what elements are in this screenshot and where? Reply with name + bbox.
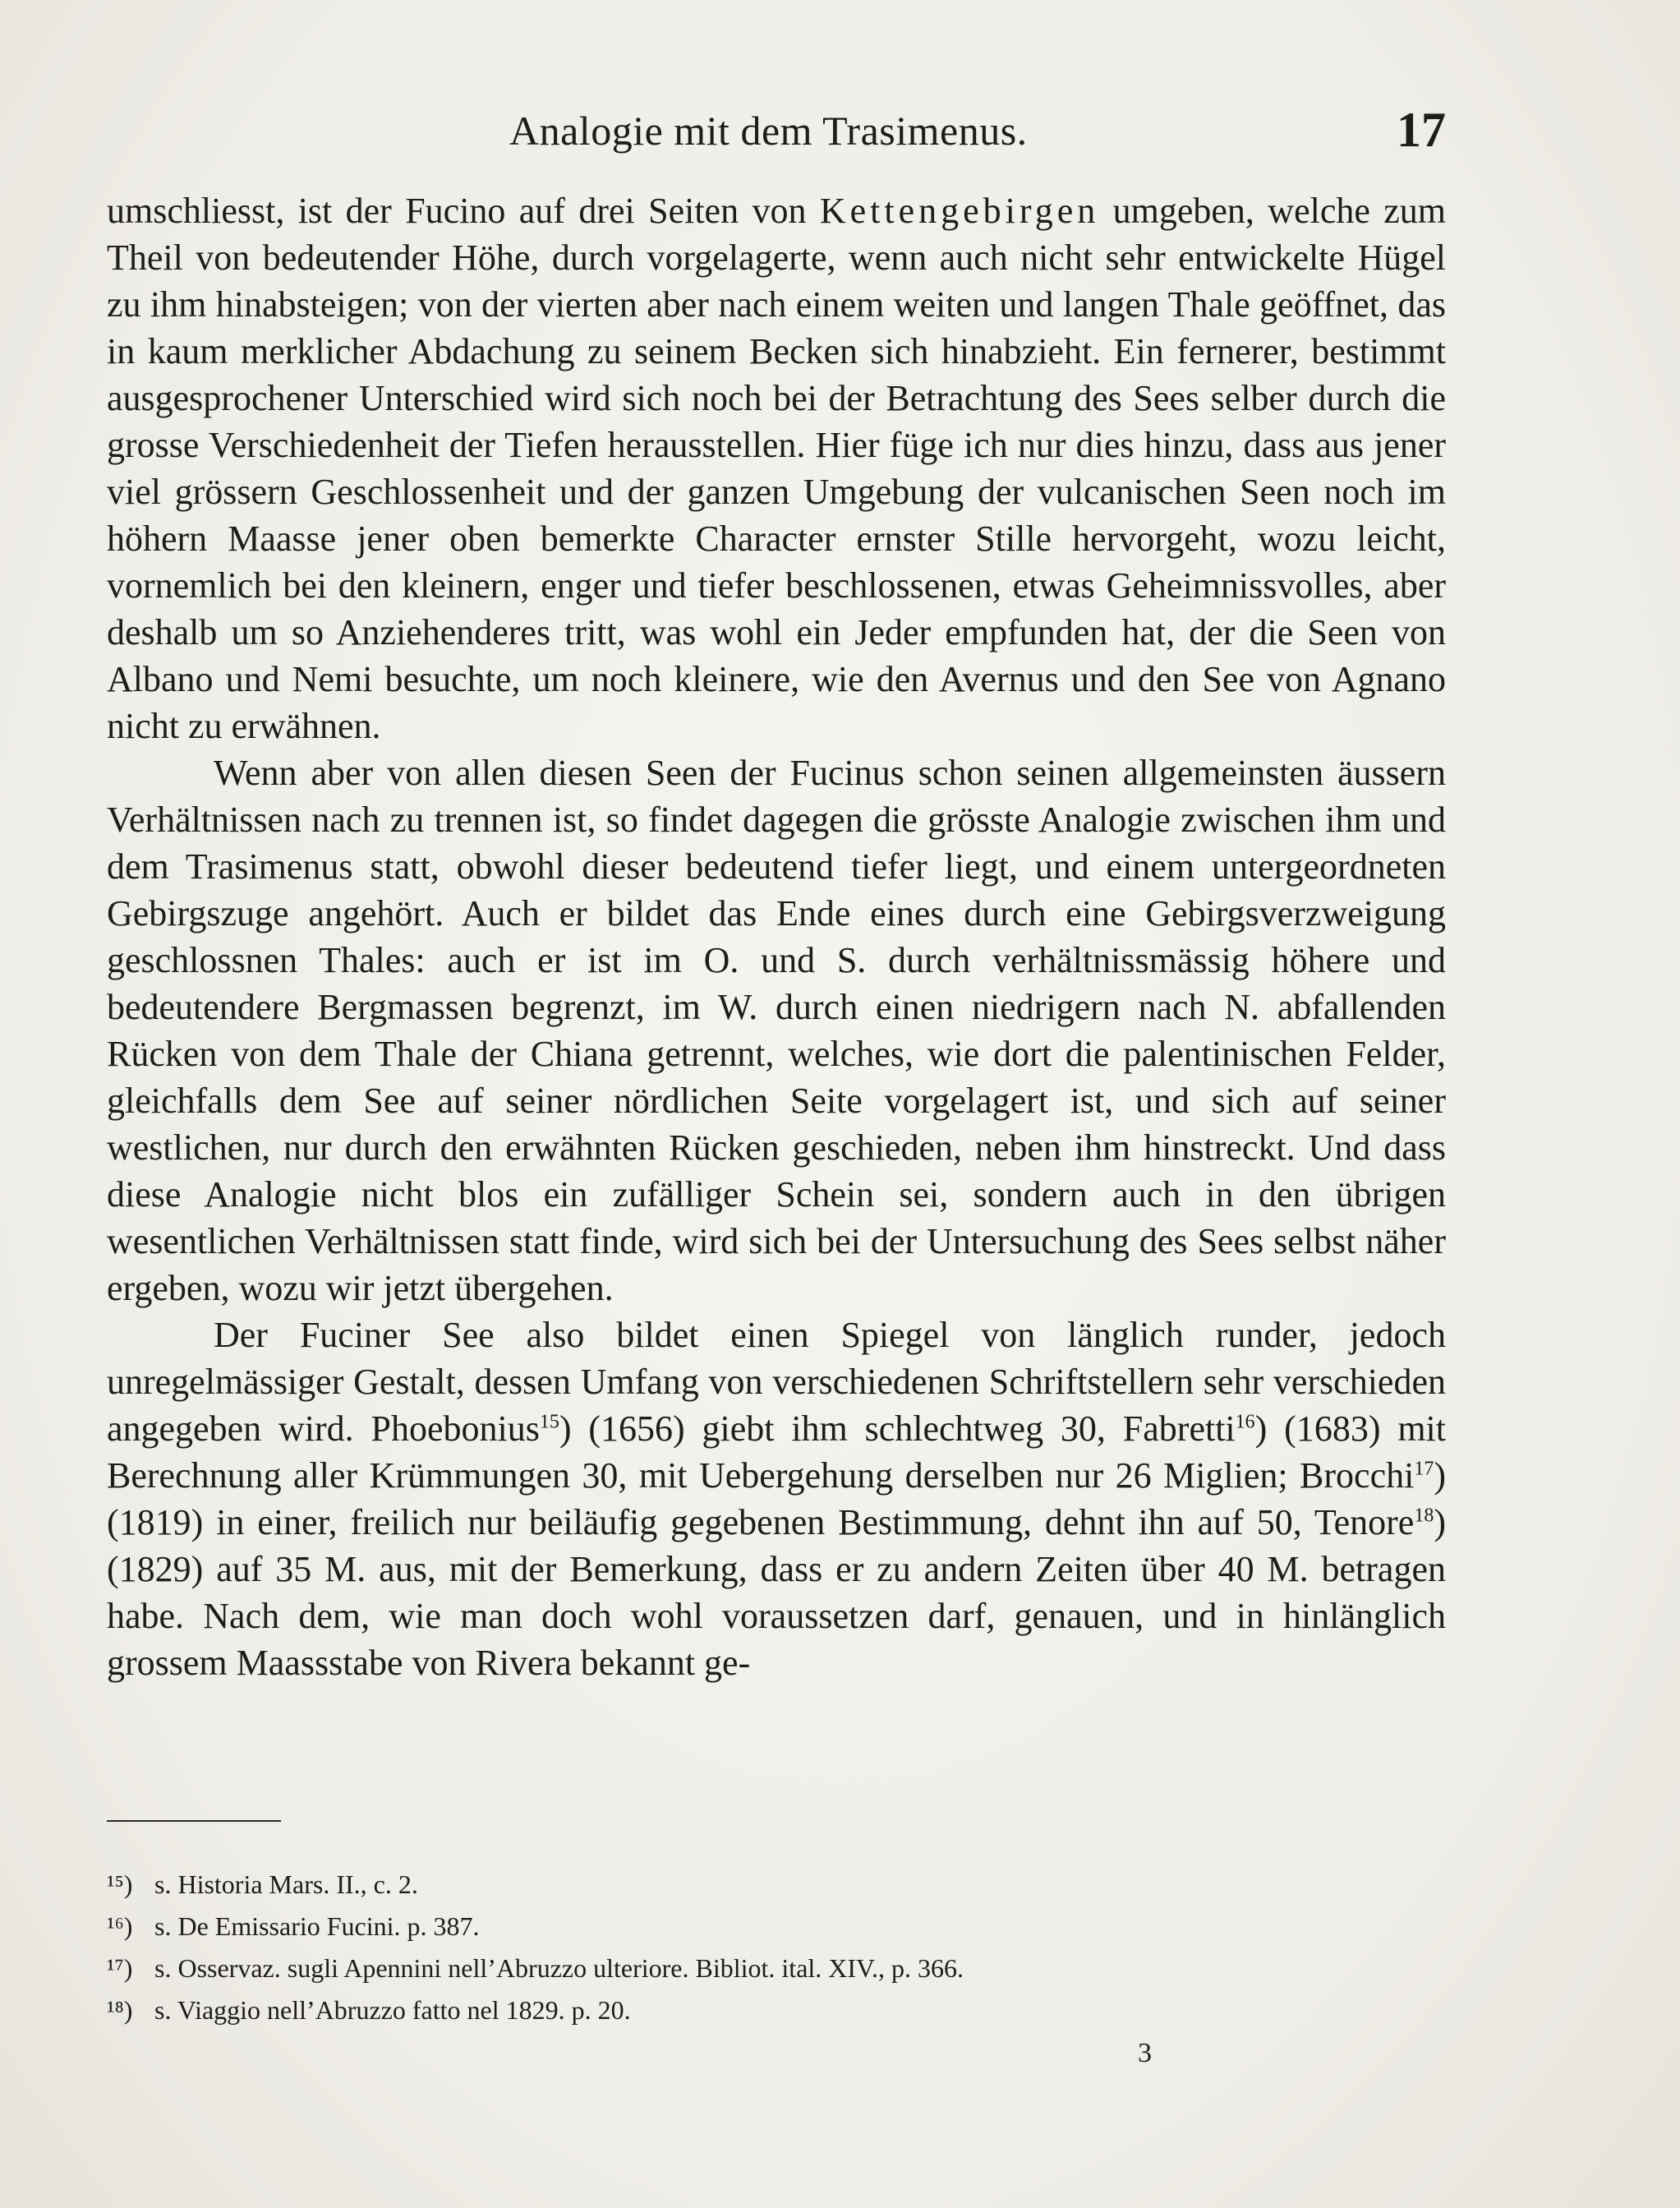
footnote-text: s. Osservaz. sugli Apennini nell’Abruzzo ulteriore. Bibliot. ital. XIV., p. 366. <box>154 1953 964 1983</box>
paragraph-3-text-b: ) (1656) giebt ihm schlechtweg 30, Fabretti <box>559 1408 1236 1449</box>
paragraph-1-text-a: umschliesst, ist der Fucino auf drei Seiten von <box>107 191 820 231</box>
paragraph-3 <box>107 1311 1446 1686</box>
footnote-divider <box>107 1820 281 1822</box>
footnote-16 <box>107 1906 1446 1948</box>
footnote-number: ¹⁷) <box>107 1953 133 1983</box>
spaced-term: Kettengebirgen <box>819 191 1100 231</box>
footnote-text: s. Viaggio nell’Abruzzo fatto nel 1829. p. 20. <box>154 1995 631 2025</box>
paragraph-2: Wenn aber von allen diesen Seen der Fucinus schon seinen allgemeinsten äussern Verhältnissen nach zu trennen ist, so findet dagegen die grösste Analogie zwischen ihm und dem Trasimenus statt, obwohl dieser bedeutend tiefer liegt, und einem untergeordneten Gebirgszuge angehört. Auch er bildet das Ende eines durch eine Gebirgsverzweigung geschlossnen Thales: auch er ist im O. und S. durch verhältnissmässig höhere und bedeutendere Bergmassen begrenzt, im W. durch einen niedrigern nach N. abfallenden Rücken von dem Thale der Chiana getrennt, welches, wie dort die palentinischen Felder, gleichfalls dem See auf seiner nördlichen Seite vorgelagert ist, und sich auf seiner westlichen, nur durch den erwähnten Rücken geschieden, neben ihm hinstreckt. Und dass diese Analogie nicht blos ein zufälliger Schein sei, sondern auch in den übrigen wesentlichen Verhältnissen statt finde, wird sich bei der Untersuchung des Sees selbst näher ergeben, wozu wir jetzt übergehen. <box>107 753 1446 1308</box>
paragraph-3-text-c: ) (1683) mit Berechnung aller Krümmungen 30, mit Uebergehung derselben nur 26 Miglien; Brocchi <box>107 1408 1446 1496</box>
footnote-text: s. Historia Mars. II., c. 2. <box>154 1869 418 1899</box>
footnote-ref-16: 16 <box>1235 1411 1255 1433</box>
signature-mark: 3 <box>1138 2038 1152 2068</box>
footnote-17 <box>107 1948 1446 1989</box>
footnotes <box>107 1864 1446 2031</box>
paragraph-1 <box>107 187 1446 749</box>
page-number: 17 <box>1397 103 1446 157</box>
body-text <box>107 187 1446 1686</box>
footnote-number: ¹⁶) <box>107 1911 133 1941</box>
footnote-15 <box>107 1864 1446 1906</box>
paragraph-3-text-d: ) (1819) in einer, freilich nur beiläufig gegebenen Bestimmung, dehnt ihn auf 50, Tenore <box>107 1455 1446 1542</box>
footnote-ref-17: 17 <box>1414 1458 1434 1480</box>
footnote-ref-15: 15 <box>539 1411 559 1433</box>
running-title: Analogie mit dem Trasimenus. <box>509 108 1028 154</box>
footnote-18 <box>107 1989 1446 2031</box>
footnote-ref-18: 18 <box>1414 1505 1434 1527</box>
paragraph-3-text-a: Der Fuciner See also bildet einen Spiegel von länglich runder, jedoch unregelmässiger Gestalt, dessen Umfang von verschiedenen Schriftstellern sehr verschieden angegeben wird. Phoebonius <box>107 1315 1446 1449</box>
footnote-number: ¹⁵) <box>107 1869 133 1899</box>
paragraph-1-text-b: umgeben, welche zum Theil von bedeutender Höhe, durch vorgelagerte, wenn auch nicht sehr entwickelte Hügel zu ihm hinabsteigen; von der vierten aber nach einem weiten und langen Thale geöffnet, das in kaum merklicher Abdachung zu seinem Becken sich hinabzieht. Ein fernerer, bestimmt ausgesprochener Unterschied wird sich noch bei der Betrachtung des Sees selber durch die grosse Verschiedenheit der Tiefen herausstellen. Hier füge ich nur dies hinzu, dass aus jener viel grössern Geschlossenheit und der ganzen Umgebung der vulcanischen Seen noch im höhern Maasse jener oben bemerkte Character ernster Stille hervorgeht, wozu leicht, vornemlich bei den kleinern, enger und tiefer beschlossenen, etwas Geheimnissvolles, aber deshalb um so Anziehenderes tritt, was wohl ein Jeder empfunden hat, der die Seen von Albano und Nemi besuchte, um noch kleinere, wie den Avernus und den See von Agnano nicht zu erwähnen. <box>107 191 1446 746</box>
footnote-text: s. De Emissario Fucini. p. 387. <box>154 1911 480 1941</box>
footnote-number: ¹⁸) <box>107 1995 133 2025</box>
page-header <box>107 103 1446 173</box>
paragraph-3-text-e: ) (1829) auf 35 M. aus, mit der Bemerkung, dass er zu andern Zeiten über 40 M. betragen habe. Nach dem, wie man doch wohl voraussetzen darf, genauen, und in hinlänglich grossem Maassstabe von Rivera bekannt ge- <box>107 1502 1446 1683</box>
